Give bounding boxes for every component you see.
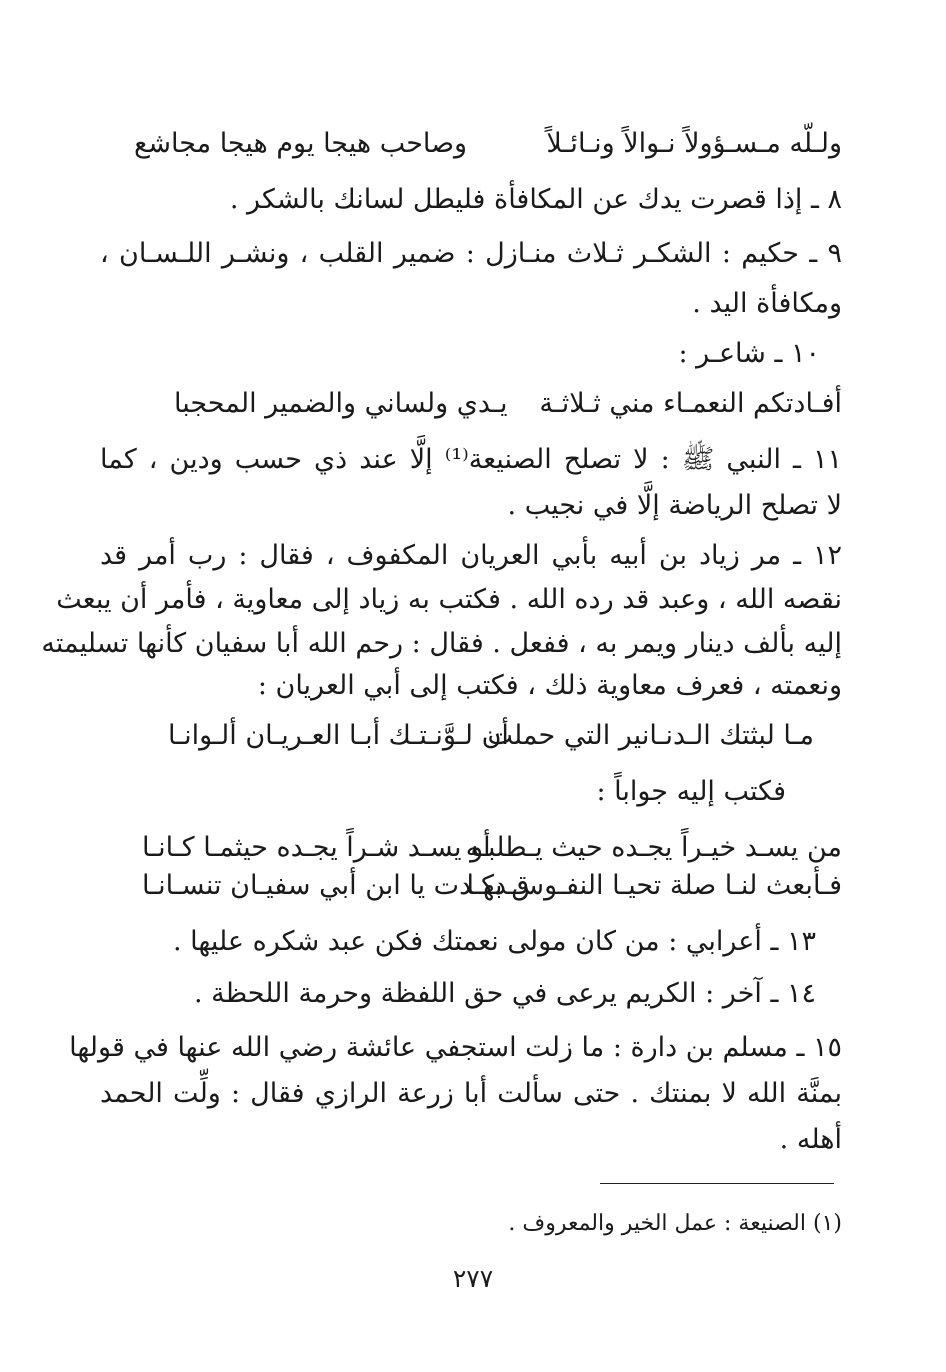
item-9-line-2: ومكافأة اليد . — [692, 288, 842, 319]
item-12-line-4: ونعمته ، فعرف معاوية ذلك ، فكتب إلى أبي العريان : — [257, 670, 842, 701]
verse-line — [104, 384, 842, 424]
item-13: ١٣ ـ أعرابي : من كان مولى نعمتك فكن عبد شكره عليها . — [173, 926, 816, 957]
footnote-separator — [600, 1183, 834, 1184]
verse-first-hemistich: ولـلّه مـسـؤولاً نـوالاً ونـائـلاً — [546, 128, 842, 159]
verse-second-hemistich: يـدي ولساني والضمير المحجبا — [174, 388, 508, 419]
item-11-line-1: ١١ ـ النبي ﷺ : لا تصلح الصنيعة⁽¹⁾ إلَّا عند ذي حسب ودين ، كما — [100, 444, 842, 475]
item-11-line-2: لا تصلح الرياضة إلَّا في نجيب . — [507, 490, 842, 521]
verse-line — [104, 866, 842, 906]
item-12-line-1: ١٢ ـ مر زياد بن أبيه بأبي العريان المكفوف ، فقال : رب أمر قد — [100, 540, 842, 571]
item-10-intro: ١٠ ـ شاعـر : — [678, 338, 820, 369]
verse-first-hemistich: أفـادتكم النعمـاء مني ثـلاثـة — [539, 388, 842, 419]
footnote: (١) الصنيعة : عمل الخير والمعروف . — [508, 1211, 842, 1236]
item-14: ١٤ ـ آخر : الكريم يرعى في حق اللفظة وحرمة اللحظة . — [193, 978, 816, 1009]
reply-intro: فكتب إليه جواباً : — [596, 776, 786, 807]
item-9-line-1: ٩ ـ حكيم : الشكـر ثـلاث منـازل : ضمير القلب ، ونشـر اللـسـان ، — [100, 238, 842, 269]
verse-line — [104, 828, 842, 868]
verse-line — [104, 124, 842, 164]
item-12-line-3: إليه بألف دينار ويمر به ، ففعل . فقال : رحم الله أبا سفيان كأنها تسليمته — [41, 628, 842, 659]
item-8: ٨ ـ إذا قصرت يدك عن المكافأة فليطل لسانك بالشكر . — [229, 184, 842, 215]
item-15-line-1: ١٥ ـ مسلم بن دارة : ما زلت استجفي عائشة رضي الله عنها في قولها — [69, 1032, 842, 1063]
item-15-line-3: أهله . — [779, 1124, 842, 1155]
page-number: ٢٧٧ — [452, 1264, 494, 1293]
item-12-line-2: نقصه الله ، وعبد قد رده الله . فكتب به زياد إلى معاوية ، فأمر أن يبعث — [56, 584, 842, 615]
verse-first-hemistich: من يسـد خيـراً يجـده حيث يـطلبـه — [465, 832, 842, 863]
item-15-line-2: بمنَّة الله لا بمنتك . حتى سألت أبا زرعة الرازي فقال : ولِّت الحمد — [100, 1078, 842, 1109]
verse-first-hemistich: فـأبعث لنـا صلة تحيـا النفـوس بهـا — [466, 870, 842, 901]
verse-line — [104, 716, 842, 756]
verse-second-hemistich: أن لـوَّنـتـك أبـا العـريـان ألـوانـا — [168, 720, 509, 751]
verse-second-hemistich: قـدكـدت يا ابن أبي سفيـان تنسـانـا — [142, 870, 530, 901]
verse-second-hemistich: وصاحب هيجا يوم هيجا مجاشع — [134, 128, 468, 159]
verse-second-hemistich: أو يسـد شـراً يجـده حيثمـا كـانـا — [142, 832, 491, 863]
verse-first-hemistich: مـا لبثتك الـدنـانير التي حملت — [487, 720, 814, 751]
